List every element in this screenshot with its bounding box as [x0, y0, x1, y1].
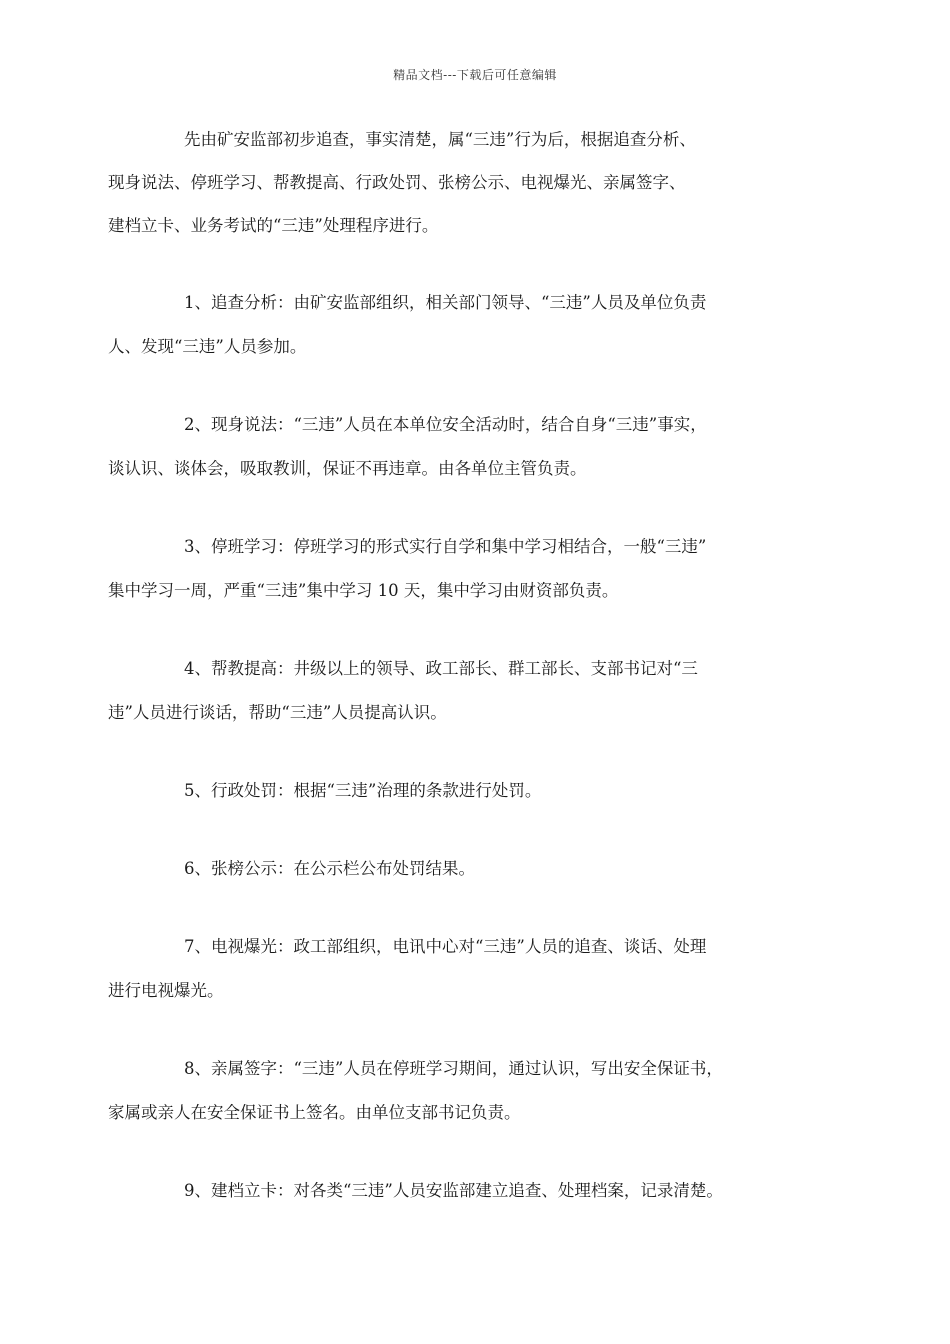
paragraph-line: 集中学习一周，严重“三违”集中学习 10 天，集中学习由财资部负责。 [108, 581, 619, 600]
page-header: 精品文档---下载后可任意编辑 [393, 68, 557, 82]
paragraph-item-9 [146, 1169, 826, 1213]
paragraph-item-5 [146, 769, 826, 813]
paragraph-line: 1、追查分析：由矿安监部组织，相关部门领导、“三违”人员及单位负责 [184, 293, 707, 312]
paragraph-line: 7、电视爆光：政工部组织，电讯中心对“三违”人员的追查、谈话、处理 [184, 937, 707, 956]
paragraph-line: 2、现身说法：“三违”人员在本单位安全活动时，结合自身“三违”事实， [184, 415, 707, 434]
paragraph-line: 3、停班学习：停班学习的形式实行自学和集中学习相结合，一般“三违” [184, 537, 707, 556]
paragraph-line: 现身说法、停班学习、帮教提高、行政处罚、张榜公示、电视爆光、亲属签字、 [108, 173, 686, 192]
paragraph-intro [108, 118, 826, 247]
paragraph-item-3 [108, 525, 826, 613]
paragraph-item-2 [108, 403, 826, 491]
paragraph-line: 6、张榜公示：在公示栏公布处罚结果。 [184, 859, 475, 878]
paragraph-line: 9、建档立卡：对各类“三违”人员安监部建立追查、处理档案，记录清楚。 [184, 1181, 723, 1200]
paragraph-line: 建档立卡、业务考试的“三违”处理程序进行。 [108, 216, 439, 235]
paragraph-item-8 [108, 1047, 826, 1135]
paragraph-item-1 [108, 281, 826, 369]
paragraph-line: 5、行政处罚：根据“三违”治理的条款进行处罚。 [184, 781, 542, 800]
paragraph-line: 进行电视爆光。 [108, 981, 224, 1000]
paragraph-line: 先由矿安监部初步追查，事实清楚，属“三违”行为后，根据追查分析、 [184, 130, 696, 149]
paragraph-line: 4、帮教提高：井级以上的领导、政工部长、群工部长、支部书记对“三 [184, 659, 698, 678]
paragraph-line: 人、发现“三违”人员参加。 [108, 337, 307, 356]
paragraph-line: 家属或亲人在安全保证书上签名。由单位支部书记负责。 [108, 1103, 521, 1122]
paragraph-line: 违”人员进行谈话，帮助“三违”人员提高认识。 [108, 703, 447, 722]
paragraph-item-4 [108, 647, 826, 735]
paragraph-item-7 [108, 925, 826, 1013]
paragraph-line: 谈认识、谈体会，吸取教训，保证不再违章。由各单位主管负责。 [108, 459, 587, 478]
document-body [108, 118, 826, 1247]
paragraph-item-6 [146, 847, 826, 891]
paragraph-line: 8、亲属签字：“三违”人员在停班学习期间，通过认识，写出安全保证书， [184, 1059, 723, 1078]
